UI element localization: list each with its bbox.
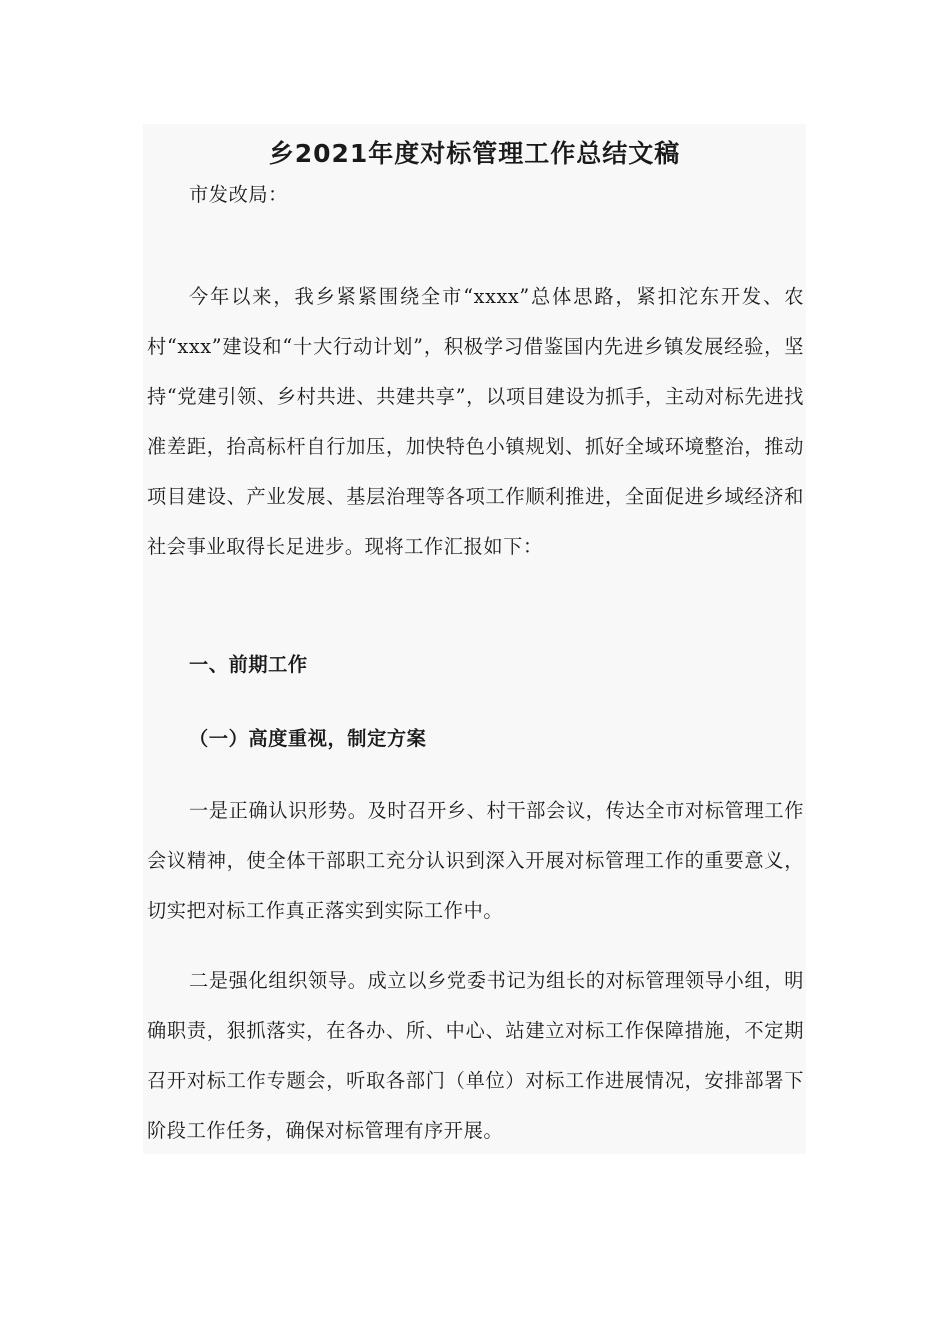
section-heading: 一、前期工作 xyxy=(189,653,308,676)
intro-paragraph: 今年以来，我乡紧紧围绕全市“xxxx”总体思路，紧扣沱东开发、农村“xxx”建设和“十大行动计划”，积极学习借鉴国内先进乡镇发展经验，坚持“党建引领、乡村共进、共建共享”，以项目建设为抓手，主动对标先进找准差距，抬高标杆自行加压，加快特色小镇规划、抓好全域环境整治，推动项目建设、产业发展、基层治理等各项工作顺利推进，全面促进乡域经济和社会事业取得长足进步。现将工作汇报如下： xyxy=(147,285,804,558)
salutation: 市发改局： xyxy=(189,183,288,206)
document-title: 乡2021年度对标管理工作总结文稿 xyxy=(268,139,681,168)
body-paragraph: 一是正确认识形势。及时召开乡、村干部会议，传达全市对标管理工作会议精神，使全体干部职工充分认识到深入开展对标管理工作的重要意义，切实把对标工作真正落实到实际工作中。 xyxy=(147,799,804,922)
subsection-heading: （一）高度重视，制定方案 xyxy=(189,727,427,750)
body-paragraph: 二是强化组织领导。成立以乡党委书记为组长的对标管理领导小组，明确职责，狠抓落实，在各办、所、中心、站建立对标工作保障措施，不定期召开对标工作专题会，听取各部门（单位）对标工作进展情况，安排部署下阶段工作任务，确保对标管理有序开展。 xyxy=(147,969,804,1142)
document-page xyxy=(143,124,806,1154)
